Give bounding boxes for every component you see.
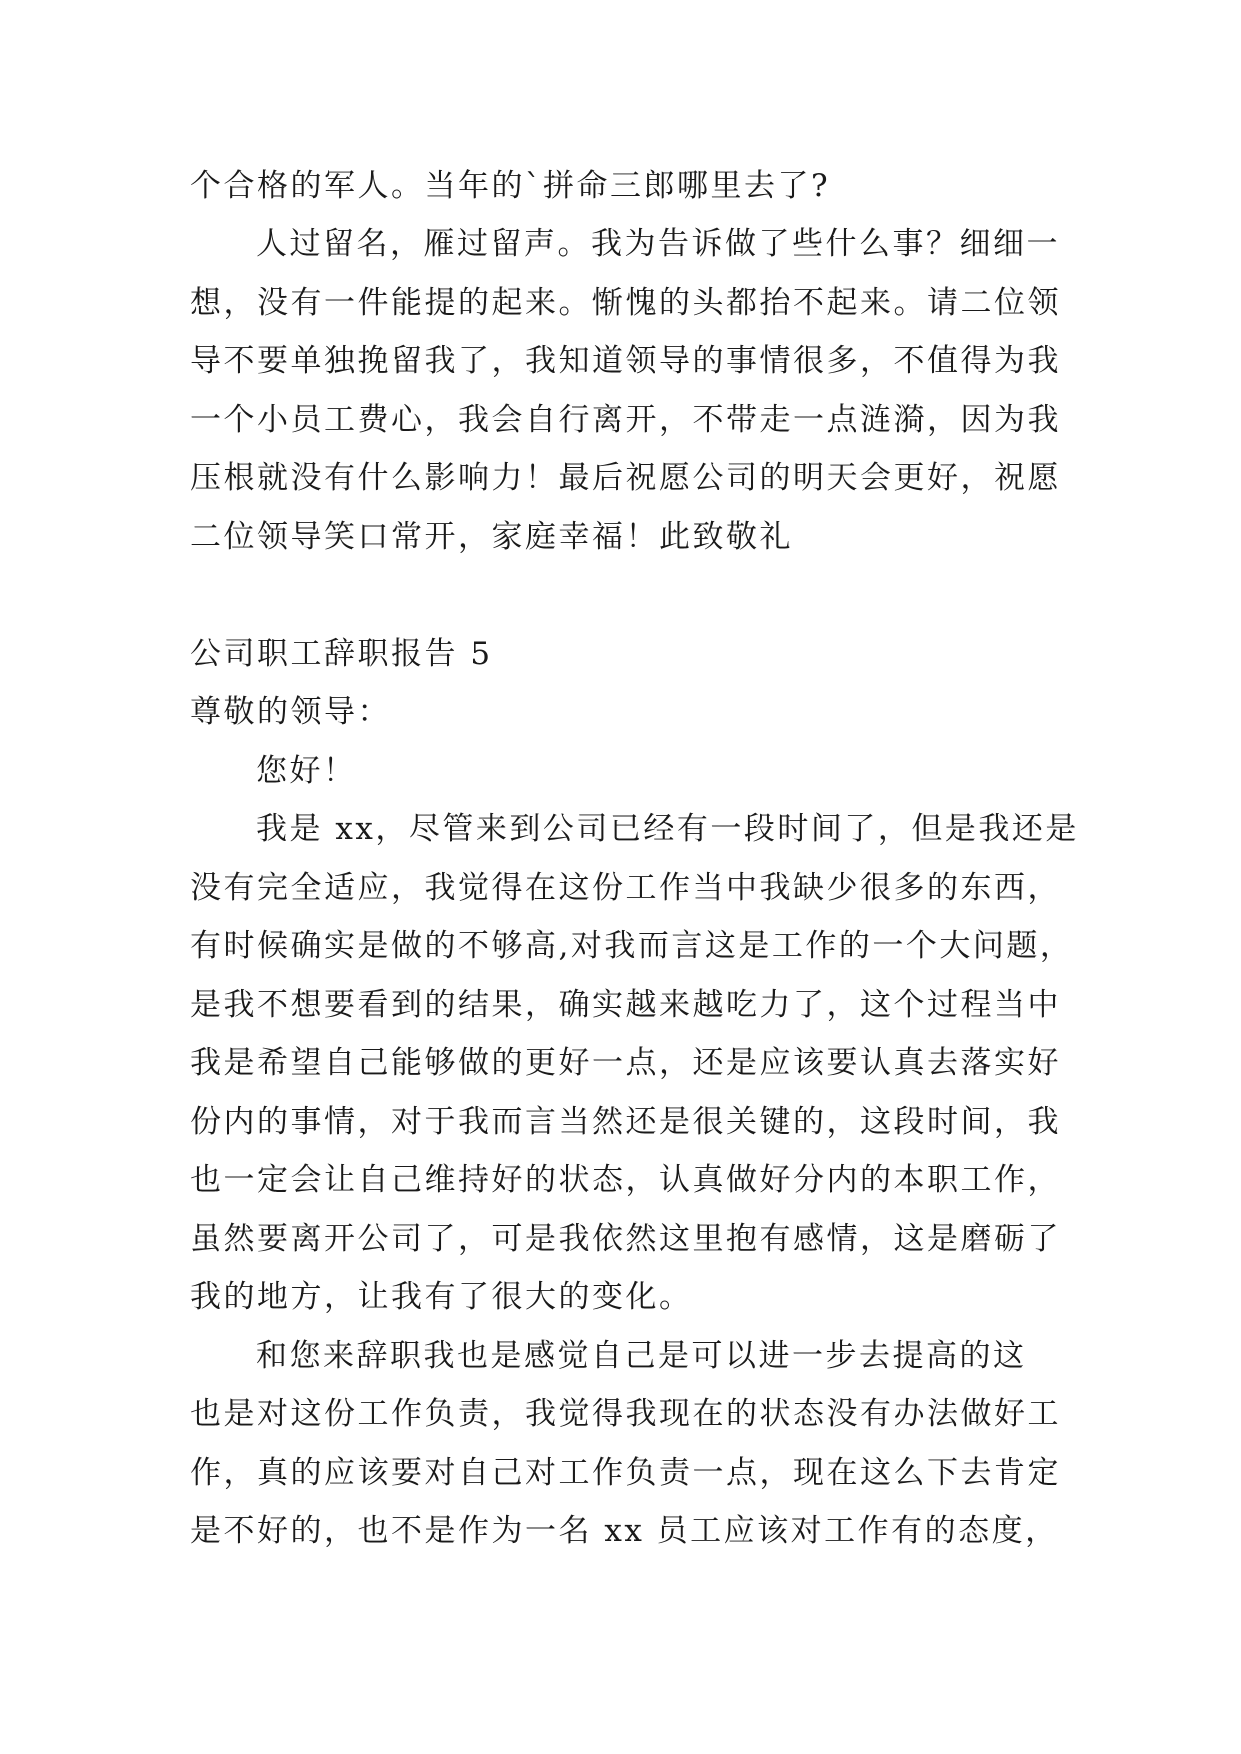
text-line: 是我不想要看到的结果，确实越来越吃力了，这个过程当中: [190, 987, 1061, 1023]
text-line: 二位领导笑口常开，家庭幸福！此致敬礼: [190, 519, 793, 555]
section-title: 公司职工辞职报告 5: [190, 636, 493, 672]
text-line: 想，没有一件能提的起来。惭愧的头都抬不起来。请二位领: [190, 285, 1061, 321]
salutation: 尊敬的领导：: [190, 694, 391, 730]
text-line: 我是希望自己能够做的更好一点，还是应该要认真去落实好: [190, 1045, 1061, 1081]
text-line: 是不好的，也不是作为一名 xx 员工应该对工作有的态度，: [190, 1513, 1059, 1549]
text-line: 作，真的应该要对自己对工作负责一点，现在这么下去肯定: [190, 1455, 1061, 1491]
text-line: 没有完全适应，我觉得在这份工作当中我缺少很多的东西，: [190, 870, 1061, 906]
text-line: 导不要单独挽留我了，我知道领导的事情很多，不值得为我: [190, 343, 1061, 379]
paragraph-start: 我是 xx，尽管来到公司已经有一段时间了，但是我还是: [256, 811, 1079, 847]
text-line: 压根就没有什么影响力！最后祝愿公司的明天会更好，祝愿: [190, 460, 1061, 496]
greeting: 您好！: [256, 753, 357, 789]
text-line: 我的地方，让我有了很大的变化。: [190, 1279, 693, 1315]
paragraph-start: 和您来辞职我也是感觉自己是可以进一步去提高的这: [256, 1338, 1027, 1374]
text-line: 个合格的军人。当年的`拼命三郎哪里去了?: [190, 168, 831, 204]
text-line: 一个小员工费心，我会自行离开，不带走一点涟漪，因为我: [190, 402, 1061, 438]
paragraph-start: 人过留名，雁过留声。我为告诉做了些什么事？细细一: [256, 226, 1060, 262]
text-line: 虽然要离开公司了，可是我依然这里抱有感情，这是磨砺了: [190, 1221, 1061, 1257]
text-line: 有时候确实是做的不够高,对我而言这是工作的一个大问题，: [190, 928, 1074, 964]
text-line: 也一定会让自己维持好的状态，认真做好分内的本职工作，: [190, 1162, 1061, 1198]
text-line: 份内的事情，对于我而言当然还是很关键的，这段时间，我: [190, 1104, 1061, 1140]
text-line: 也是对这份工作负责，我觉得我现在的状态没有办法做好工: [190, 1396, 1061, 1432]
